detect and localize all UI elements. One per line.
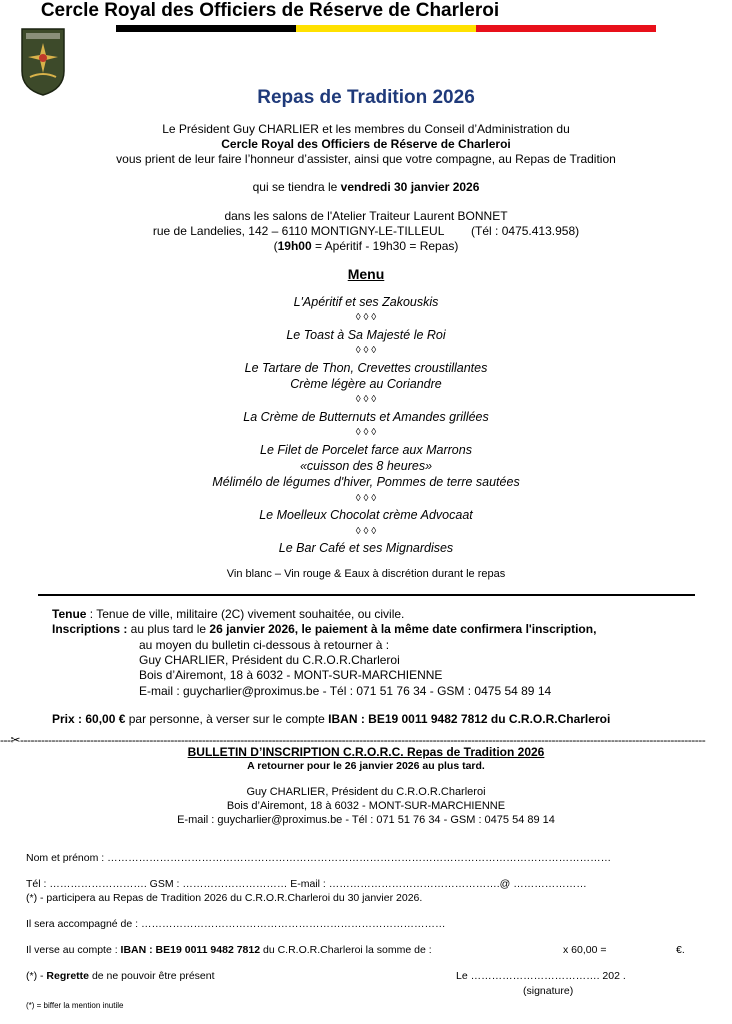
inscriptions-line	[52, 622, 596, 637]
flag-black	[116, 25, 296, 32]
tenue-line	[52, 607, 404, 622]
menu-separator: ◊ ◊ ◊	[355, 345, 377, 357]
bulletin-return-by: A retourner pour le 26 janvier 2026 au plus tard.	[247, 760, 485, 772]
venue-line-2	[0, 224, 732, 239]
attendance-option[interactable]: (*) - participera au Repas de Tradition 2026 du C.R.O.R.Charleroi du 30 janvier 2026.	[26, 892, 423, 904]
invitation-line-2: Cercle Royal des Officiers de Réserve de Charleroi	[221, 137, 511, 151]
price-iban: IBAN : BE19 0011 9482 7812 du C.R.O.R.Charleroi	[328, 712, 611, 726]
schedule-line	[0, 239, 732, 254]
drinks-line: Vin blanc – Vin rouge & Eaux à discrétion durant le repas	[226, 568, 506, 580]
venue-phone: (Tél : 0475.413.958)	[471, 224, 580, 238]
regret-option[interactable]	[26, 970, 215, 982]
inscriptions-label: Inscriptions :	[52, 622, 128, 636]
inscriptions-line-2: au moyen du bulletin ci-dessous à retourner à :	[139, 638, 390, 652]
menu-course: «cuisson des 8 heures»	[299, 459, 433, 474]
venue-line-1: dans les salons de l'Atelier Traiteur Laurent BONNET	[224, 209, 508, 223]
contact-details: E-mail : guycharlier@proximus.be - Tél : 071 51 76 34 - GSM : 0475 54 89 14	[139, 684, 552, 698]
menu-course: Le Moelleux Chocolat crème Advocaat	[259, 508, 473, 523]
invitation-line-3: vous prient de leur faire l’honneur d’assister, ainsi que votre compagne, au Repas de Tradition	[116, 152, 616, 166]
bulletin-address-1: Guy CHARLIER, Président du C.R.O.R.Charleroi	[246, 786, 486, 798]
menu-course: Le Toast à Sa Majesté le Roi	[286, 327, 446, 342]
cut-line-scissors: ---✂----------------------------------------------------------------------------------------------------------------------------------------------------------------------------------------------------	[0, 733, 706, 747]
tenue-label: Tenue	[52, 607, 87, 621]
menu-course: La Crème de Butternuts et Amandes grillées	[243, 409, 489, 424]
payment-prefix: Il verse au compte :	[26, 944, 121, 956]
signature-label: (signature)	[523, 985, 574, 997]
bulletin-address-3: E-mail : guycharlier@proximus.be - Tél : 071 51 76 34 - GSM : 0475 54 89 14	[177, 814, 555, 826]
section-divider	[38, 594, 695, 596]
venue-address: rue de Landelies, 142 – 6110 MONTIGNY-LE-TILLEUL	[152, 224, 445, 238]
event-subtitle: Repas de Tradition 2026	[257, 87, 475, 108]
regret-suffix: de ne pouvoir être présent	[89, 970, 215, 982]
inscriptions-date: 26 janvier 2026,	[209, 622, 299, 636]
menu-separator: ◊ ◊ ◊	[355, 492, 377, 504]
name-field[interactable]: Nom et prénom : ………………………………………………………………………………………………………………………………	[26, 852, 612, 864]
schedule-open: (	[273, 239, 278, 253]
date-field[interactable]: Le ………………………………. 202 .	[456, 970, 626, 982]
bulletin-address-2: Bois d’Airemont, 18 à 6032 - MONT-SUR-MARCHIENNE	[226, 800, 506, 812]
invitation-line-1: Le Président Guy CHARLIER et les membres du Conseil d’Administration du	[162, 122, 570, 136]
menu-heading: Menu	[347, 266, 385, 282]
flag-red	[476, 25, 656, 32]
event-date: vendredi 30 janvier 2026	[340, 180, 480, 194]
menu-separator: ◊ ◊ ◊	[355, 394, 377, 406]
contact-fields[interactable]: Tél : ………………………. GSM : ………………………… E-mail : ………………………………………….@ …………………	[26, 878, 587, 890]
price-label: Prix : 60,00 €	[52, 712, 126, 726]
menu-course: Le Filet de Porcelet farce aux Marrons	[260, 442, 472, 457]
menu-separator: ◊ ◊ ◊	[355, 427, 377, 439]
price-text: par personne, à verser sur le compte	[125, 712, 329, 726]
tenue-text: : Tenue de ville, militaire (2C) vivement souhaitée, ou civile.	[86, 607, 405, 621]
contact-name: Guy CHARLIER, Président du C.R.O.R.Charleroi	[139, 653, 400, 667]
menu-course: Le Tartare de Thon, Crevettes croustillantes	[244, 360, 488, 375]
flag-bar	[116, 25, 656, 32]
event-date-line	[0, 180, 732, 195]
contact-address: Bois d’Airemont, 18 à 6032 - MONT-SUR-MARCHIENNE	[139, 668, 443, 682]
regret-bold: Regrette	[46, 970, 90, 982]
price-line	[52, 712, 610, 727]
aperitif-time: 19h00	[277, 239, 312, 253]
payment-line	[26, 944, 432, 956]
payment-suffix: du C.R.O.R.Charleroi la somme de :	[260, 944, 432, 956]
menu-course: L'Apéritif et ses Zakouskis	[293, 295, 439, 309]
inscriptions-text: au plus tard le	[127, 622, 210, 636]
footnote: (*) = biffer la mention inutile	[26, 1001, 124, 1010]
menu-course: Crème légère au Coriandre	[290, 377, 442, 392]
menu-course: Le Bar Café et ses Mignardises	[278, 541, 454, 556]
schedule-rest: = Apéritif - 19h30 = Repas)	[311, 239, 459, 253]
companion-field[interactable]: Il sera accompagné de : ……………………………………………………………………………	[26, 918, 446, 930]
amount-field[interactable]: x 60,00 =	[563, 944, 607, 956]
menu-separator: ◊ ◊ ◊	[355, 312, 377, 324]
payment-iban: IBAN : BE19 0011 9482 7812	[120, 944, 261, 956]
date-prefix: qui se tiendra le	[252, 180, 341, 194]
menu-list	[0, 294, 732, 557]
flag-yellow	[296, 25, 476, 32]
menu-course: Mélimélo de légumes d'hiver, Pommes de terre sautées	[212, 475, 520, 490]
page-title: Cercle Royal des Officiers de Réserve de Charleroi	[40, 0, 500, 21]
inscriptions-text-2: le paiement à la même date confirmera l'inscription,	[298, 622, 597, 636]
bulletin-heading: BULLETIN D’INSCRIPTION C.R.O.R.C. Repas de Tradition 2026	[187, 745, 545, 759]
regret-prefix: (*) -	[26, 970, 47, 982]
euro-sign: €.	[676, 944, 685, 956]
menu-separator: ◊ ◊ ◊	[355, 525, 377, 537]
